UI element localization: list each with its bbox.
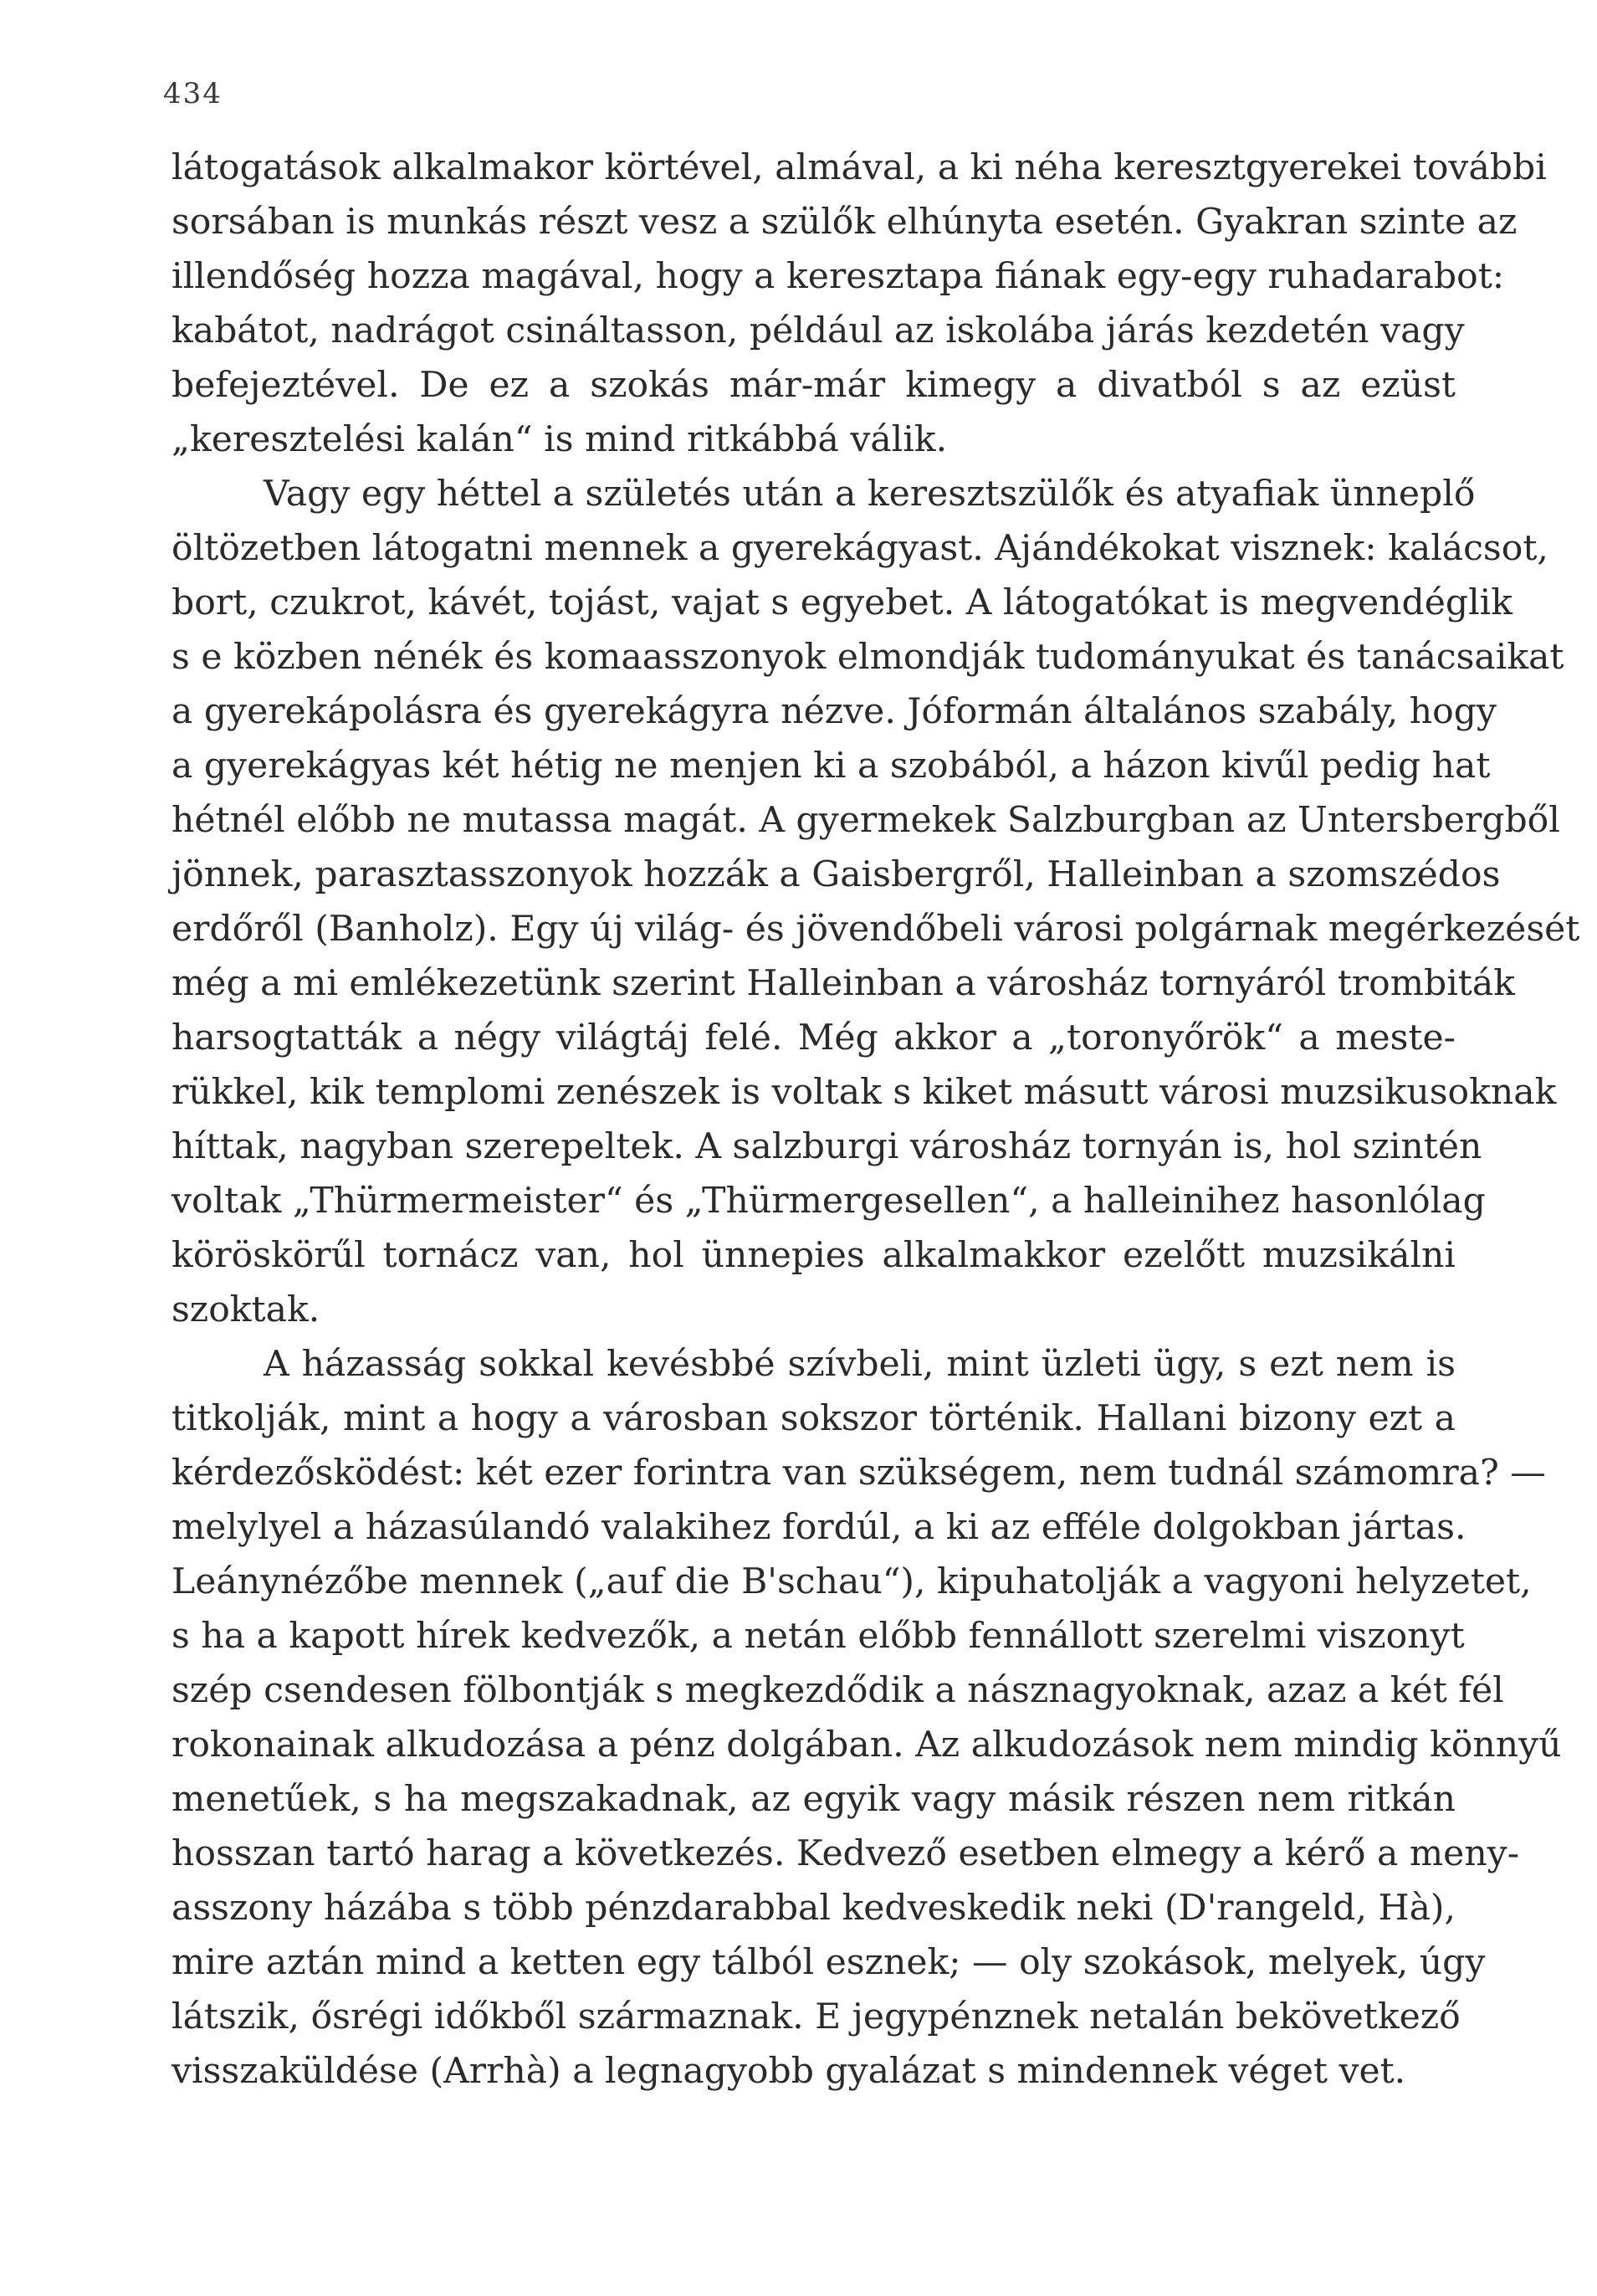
text-line: s ha a kapott hírek kedvezők, a netán előbb fennállott szerelmi viszonyt <box>171 1616 1465 1657</box>
text-line: híttak, nagyban szerepeltek. A salzburgi városház tornyán is, hol szintén <box>171 1126 1482 1167</box>
text-line: menetűek, s ha megszakadnak, az egyik vagy másik részen nem ritkán <box>171 1779 1456 1820</box>
text-line: öltözetben látogatni mennek a gyerekágyast. Ajándékokat visznek: kalácsot, <box>171 528 1548 569</box>
text-line: „keresztelési kalán“ is mind ritkábbá válik. <box>171 419 948 460</box>
text-line: jönnek, parasztasszonyok hozzák a Gaisbergről, Halleinban a szomszédos <box>171 854 1501 895</box>
text-line: szoktak. <box>171 1289 320 1330</box>
text-line: voltak „Thürmermeister“ és „Thürmergesellen“, a halleinihez hasonlólag <box>171 1181 1486 1222</box>
text-line: szép csendesen fölbontják s megkezdődik a násznagyoknak, azaz a két fél <box>171 1670 1504 1711</box>
text-line: kabátot, nadrágot csináltasson, például az iskolába járás kezdetén vagy <box>171 310 1465 351</box>
page-number: 434 <box>163 77 223 110</box>
text-line: rokonainak alkudozása a pénz dolgában. Az alkudozások nem mindig könnyű <box>171 1725 1562 1766</box>
text-line: látszik, ősrégi időkből származnak. E jegypénznek netalán bekövetkező <box>171 1996 1461 2037</box>
text-line: kérdezősködést: két ezer forintra van szükségem, nem tudnál számomra? — <box>171 1453 1546 1494</box>
text-line: A házasság sokkal kevésbbé szívbeli, mint üzleti ügy, s ezt nem is <box>264 1344 1456 1385</box>
text-line: visszaküldése (Arrhà) a legnagyobb gyalázat s mindennek véget vet. <box>171 2051 1406 2092</box>
text-line: asszony házába s több pénzdarabbal kedveskedik neki (D'rangeld, Hà), <box>171 1888 1456 1929</box>
text-line: hétnél előbb ne mutassa magát. A gyermekek Salzburgban az Untersbergből <box>171 800 1560 841</box>
text-line: Vagy egy héttel a születés után a keresztszülők és atyafiak ünneplő <box>264 474 1476 515</box>
text-line: a gyerekágyas két hétig ne menjen ki a szobából, a házon kivűl pedig hat <box>171 746 1491 787</box>
paragraph-2 <box>171 467 1580 1337</box>
text-line: látogatások alkalmakor körtével, almával, a ki néha keresztgyerekei további <box>171 147 1547 188</box>
text-line: befejeztével. De ez a szokás már-már kimegy a divatból s az ezüst <box>171 365 1456 406</box>
text-line: titkolják, mint a hogy a városban sokszor történik. Hallani bizony ezt a <box>171 1398 1456 1439</box>
text-line: harsogtatták a négy világtáj felé. Még akkor a „toronyőrök“ a meste- <box>171 1017 1456 1058</box>
text-line: még a mi emlékezetünk szerint Halleinban a városház tornyáról trombiták <box>171 963 1515 1004</box>
text-line: sorsában is munkás részt vesz a szülők elhúnyta esetén. Gyakran szinte az <box>171 202 1518 243</box>
text-line: hosszan tartó harag a következés. Kedvező esetben elmegy a kérő a meny- <box>171 1833 1520 1874</box>
text-line: a gyerekápolásra és gyerekágyra nézve. Jóformán általános szabály, hogy <box>171 691 1497 732</box>
text-line: mire aztán mind a ketten egy tálból esznek; — oly szokások, melyek, úgy <box>171 1942 1486 1983</box>
text-line: s e közben nénék és komaasszonyok elmondják tudományukat és tanácsaikat <box>171 637 1564 678</box>
text-line: köröskörűl tornácz van, hol ünnepies alkalmakkor ezelőtt muzsikálni <box>171 1235 1456 1276</box>
text-line: rükkel, kik templomi zenészek is voltak s kiket másutt városi muzsikusoknak <box>171 1072 1557 1113</box>
text-line: melylyel a házasúlandó valakihez fordúl, a ki az efféle dolgokban jártas. <box>171 1507 1466 1548</box>
text-line: erdőről (Banholz). Egy új világ- és jövendőbeli városi polgárnak megérkezését <box>171 909 1580 950</box>
text-line: illendőség hozza magával, hogy a keresztapa fiának egy-egy ruhadarabot: <box>171 256 1505 297</box>
paragraph-1 <box>171 141 1547 467</box>
body-text <box>171 141 1580 2099</box>
text-line: Leánynézőbe mennek („auf die B'schau“), kipuhatolják a vagyoni helyzetet, <box>171 1561 1532 1602</box>
paragraph-3 <box>171 1337 1562 2099</box>
text-line: bort, czukrot, kávét, tojást, vajat s egyebet. A látogatókat is megvendéglik <box>171 582 1513 623</box>
